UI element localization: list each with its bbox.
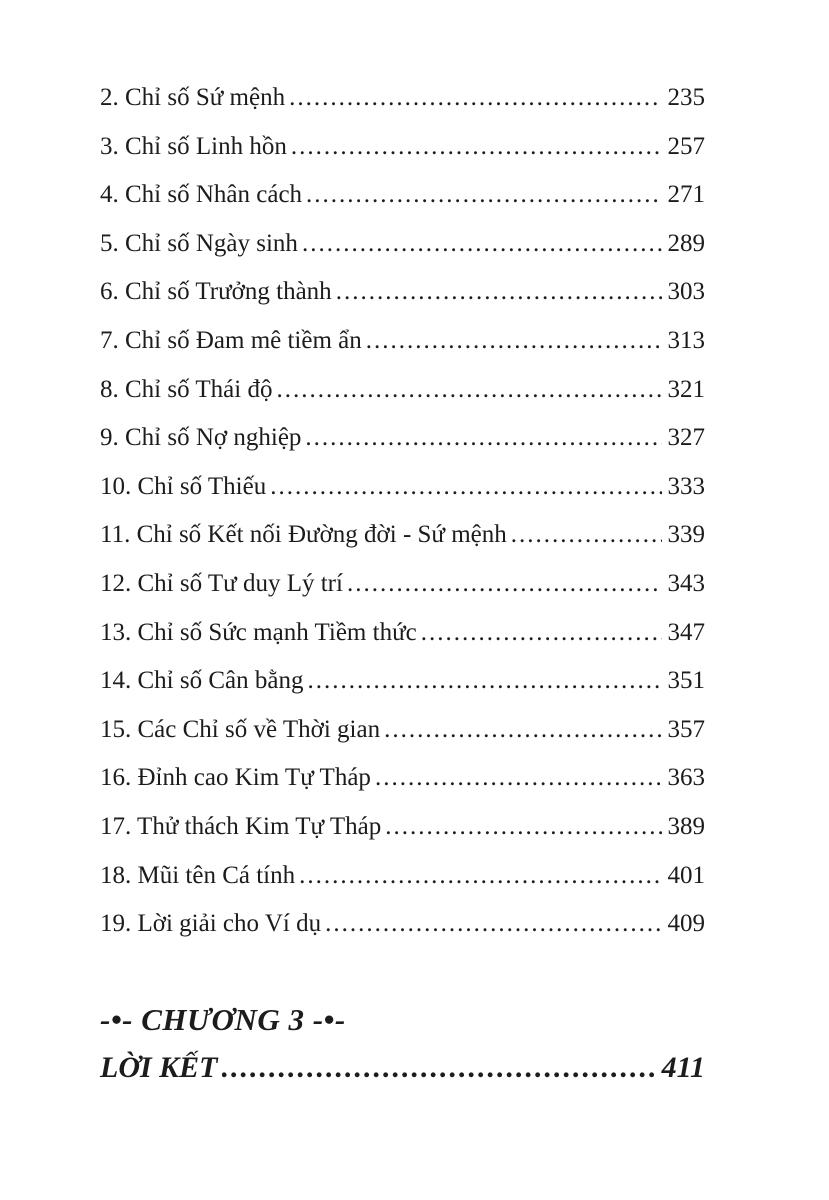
- toc-dot-leader: [299, 852, 661, 901]
- chapter3-entry: [100, 1039, 705, 1097]
- toc-entry-label: 11. Chỉ số Kết nối Đường đời - Sứ mệnh: [100, 521, 507, 549]
- toc-dot-leader: [336, 268, 662, 317]
- chapter3-dot-leader: [222, 1039, 656, 1097]
- toc-dot-leader: [302, 220, 662, 269]
- toc-entry-label: 15. Các Chỉ số về Thời gian: [100, 715, 381, 743]
- toc-entry: [100, 220, 705, 269]
- toc-dot-leader: [289, 74, 661, 123]
- toc-entry-page: 347: [667, 618, 705, 646]
- toc-entry-page: 409: [667, 910, 705, 938]
- toc-entry-label: 18. Mũi tên Cá tính: [100, 861, 296, 889]
- toc-entry-label: 9. Chỉ số Nợ nghiệp: [100, 424, 302, 452]
- toc-dot-leader: [511, 511, 662, 560]
- toc-entry-page: 343: [667, 569, 705, 597]
- toc-entry-page: 327: [667, 424, 705, 452]
- toc-entry-label: 8. Chỉ số Thái độ: [100, 375, 273, 403]
- toc-dot-leader: [325, 900, 661, 949]
- toc-dot-leader: [276, 366, 661, 415]
- toc-entry: [100, 657, 705, 706]
- toc-entry-page: 363: [667, 764, 705, 792]
- toc-entry: [100, 706, 705, 755]
- toc-entry: [100, 171, 705, 220]
- toc-entry-label: 5. Chỉ số Ngày sinh: [100, 229, 298, 257]
- toc-entry-label: 2. Chỉ số Sứ mệnh: [100, 84, 286, 111]
- toc-entry: [100, 317, 705, 366]
- toc-entry-label: 19. Lời giải cho Ví dụ: [100, 910, 322, 938]
- toc-entry-label: 4. Chỉ số Nhân cách: [100, 181, 303, 209]
- toc-entry-page: 321: [667, 375, 705, 403]
- toc-entry: [100, 803, 705, 852]
- toc-entry: [100, 414, 705, 463]
- toc-entry-label: 17. Thử thách Kim Tự Tháp: [100, 812, 382, 840]
- toc-entry: [100, 366, 705, 415]
- toc-dot-leader: [305, 414, 661, 463]
- toc-dot-leader: [375, 754, 662, 803]
- toc-entry: [100, 123, 705, 172]
- toc-entry: [100, 463, 705, 512]
- chapter3-heading: -•- CHƯƠNG 3 -•-: [100, 1001, 346, 1037]
- toc-dot-leader: [421, 609, 662, 658]
- toc-entry-page: 351: [667, 667, 705, 695]
- toc-entry-label: 7. Chỉ số Đam mê tiềm ẩn: [100, 326, 362, 354]
- toc-entry-label: 10. Chỉ số Thiếu: [100, 472, 267, 500]
- toc-entry-label: 16. Đỉnh cao Kim Tự Tháp: [100, 764, 371, 792]
- toc-entry-page: 313: [667, 326, 705, 354]
- toc-list: [100, 74, 705, 949]
- chapter3-block: [100, 1001, 705, 1098]
- toc-dot-leader: [347, 560, 662, 609]
- toc-entry-page: 389: [667, 812, 705, 840]
- toc-entry-page: 235: [667, 84, 705, 111]
- toc-entry: [100, 74, 705, 123]
- toc-entry-label: 14. Chỉ số Cân bằng: [100, 667, 304, 695]
- toc-entry-label: 6. Chỉ số Trưởng thành: [100, 278, 332, 306]
- toc-entry-label: 12. Chỉ số Tư duy Lý trí: [100, 569, 343, 597]
- toc-entry-page: 257: [667, 132, 705, 160]
- toc-entry: [100, 268, 705, 317]
- toc-entry-page: 303: [667, 278, 705, 306]
- toc-entry-page: 339: [667, 521, 705, 549]
- toc-entry: [100, 609, 705, 658]
- toc-entry-page: 271: [667, 181, 705, 209]
- chapter3-entry-page: 411: [661, 1051, 705, 1085]
- toc-dot-leader: [366, 317, 662, 366]
- toc-entry-page: 333: [667, 472, 705, 500]
- toc-entry-page: 357: [667, 715, 705, 743]
- toc-dot-leader: [306, 171, 661, 220]
- toc-dot-leader: [291, 123, 662, 172]
- toc-dot-leader: [270, 463, 661, 512]
- toc-dot-leader: [384, 706, 661, 755]
- toc-dot-leader: [307, 657, 661, 706]
- chapter3-entry-label: LỜI KẾT: [100, 1051, 218, 1085]
- toc-entry-page: 289: [667, 229, 705, 257]
- toc-entry-label: 3. Chỉ số Linh hồn: [100, 132, 287, 160]
- toc-entry: [100, 900, 705, 949]
- toc-entry-label: 13. Chỉ số Sức mạnh Tiềm thức: [100, 618, 417, 646]
- toc-entry-page: 401: [667, 861, 705, 889]
- toc-entry: [100, 511, 705, 560]
- toc-dot-leader: [385, 803, 661, 852]
- toc-entry: [100, 852, 705, 901]
- toc-entry: [100, 560, 705, 609]
- toc-entry: [100, 754, 705, 803]
